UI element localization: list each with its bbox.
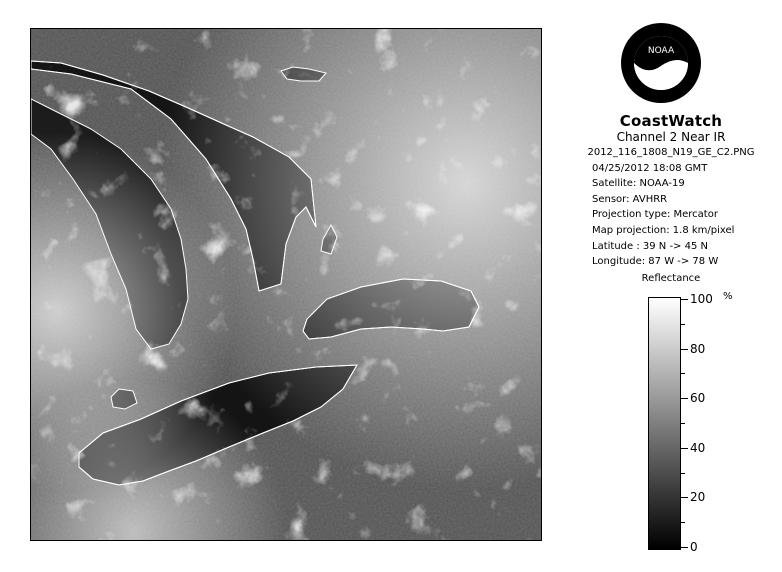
reflectance-colorbar	[648, 297, 681, 550]
colorbar-tick-mark	[681, 522, 685, 523]
colorbar-tick-mark	[681, 349, 688, 350]
satellite-map	[30, 28, 542, 541]
colorbar-gradient	[649, 298, 680, 549]
metadata-block	[560, 145, 782, 270]
satellite: Satellite: NOAA-19	[592, 178, 685, 190]
logo-wordmark: NOAA	[647, 46, 675, 56]
colorbar-unit: %	[723, 291, 733, 302]
colorbar-tick-label: 100	[690, 292, 713, 306]
colorbar-tick-mark	[681, 473, 685, 474]
latitude-range: Latitude : 39 N -> 45 N	[592, 240, 708, 252]
colorbar-tick-mark	[681, 547, 688, 548]
datetime: 04/25/2012 18:08 GMT	[592, 162, 708, 174]
sensor: Sensor: AVHRR	[592, 193, 668, 205]
cloud-cover-south	[31, 29, 542, 541]
info-panel	[560, 0, 782, 572]
colorbar-tick-mark	[681, 373, 685, 374]
colorbar-tick-mark	[681, 299, 688, 300]
longitude-range: Longitude: 87 W -> 78 W	[592, 256, 719, 268]
product-subtitle: Channel 2 Near IR	[616, 130, 726, 144]
colorbar-title: Reflectance	[641, 273, 701, 284]
colorbar-tick-mark	[681, 324, 685, 325]
colorbar-tick-label: 80	[690, 342, 706, 356]
satellite-image	[31, 29, 542, 541]
product-title: CoastWatch	[619, 112, 723, 130]
filename: 2012_116_1808_N19_GE_C2.PNG	[587, 147, 755, 158]
colorbar-tick-label: 0	[690, 540, 698, 554]
colorbar-tick-mark	[681, 423, 685, 424]
projection-type: Projection type: Mercator	[592, 209, 718, 221]
noaa-logo	[620, 22, 702, 104]
colorbar-tick-label: 60	[690, 391, 706, 405]
colorbar-tick-mark	[681, 497, 688, 498]
colorbar-tick-mark	[681, 448, 688, 449]
colorbar-tick-mark	[681, 398, 688, 399]
map-projection: Map projection: 1.8 km/pixel	[592, 224, 735, 236]
colorbar-tick-label: 20	[690, 490, 706, 504]
colorbar-tick-label: 40	[690, 441, 706, 455]
